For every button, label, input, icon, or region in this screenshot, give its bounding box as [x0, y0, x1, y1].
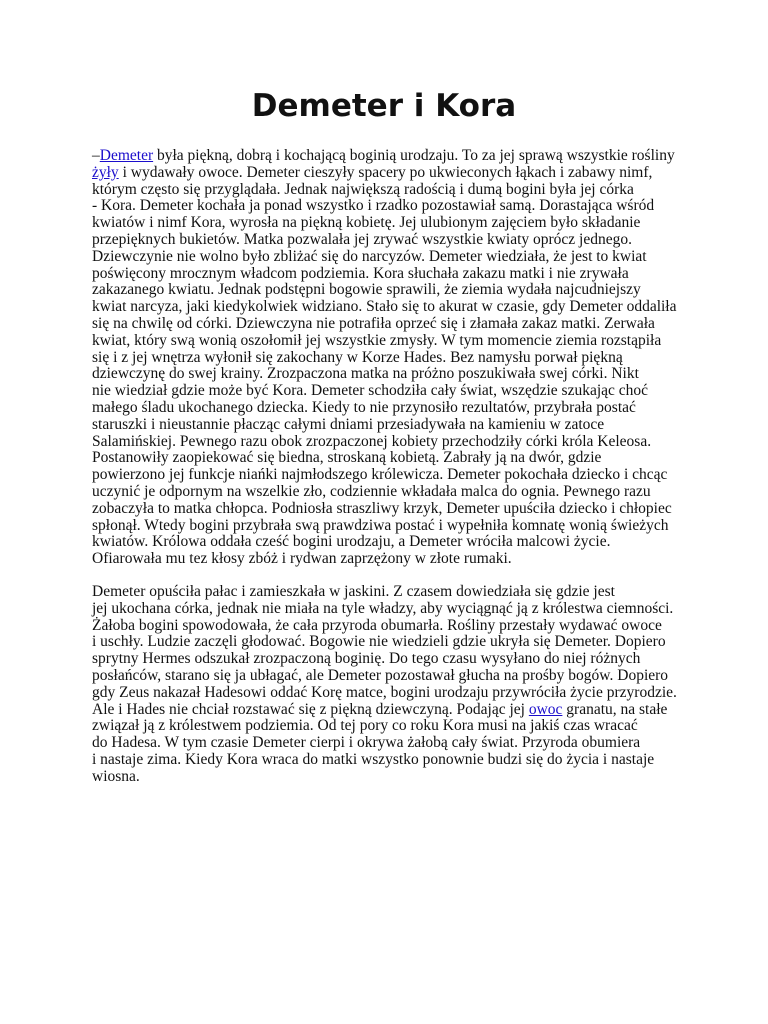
text-segment: jej ukochana córka, jednak nie miała na tyle władzy, aby wyciągnąć ją z królestwa ciemności.	[92, 599, 674, 617]
text-line	[92, 249, 692, 266]
text-line	[92, 651, 692, 668]
text-segment: przepięknych bukietów. Matka pozwalała jej zrywać wszystkie kwiaty oprócz jednego.	[92, 230, 633, 248]
text-line	[92, 434, 692, 451]
text-line	[92, 584, 692, 601]
text-segment: kwiat, który swą wonią oszołomił jej wszystkie zmysły. W tym momencie ziemia rozstąpiła	[92, 331, 662, 349]
text-line	[92, 601, 692, 618]
inline-link[interactable]: żyły	[92, 163, 119, 181]
text-line	[92, 668, 692, 685]
text-segment: –	[92, 147, 100, 164]
text-segment: wiosna.	[92, 767, 140, 785]
text-line	[92, 400, 692, 417]
text-line	[92, 501, 692, 518]
text-segment: zakazanego kwiatu. Jednak podstępni bogowie sprawili, że ziemia wydała najcudniejszy	[92, 281, 641, 299]
text-segment: gdy Zeus nakazał Hadesowi oddać Korę matce, bogini urodzaju przywróciła życie przyrodzie.	[92, 683, 677, 701]
text-line	[92, 383, 692, 400]
text-segment: nie wiedział gdzie może być Kora. Demeter schodziła cały świat, wszędzie szukając choć	[92, 382, 649, 400]
text-line	[92, 333, 692, 350]
text-line	[92, 718, 692, 735]
text-segment: Postanowiły zaopiekować się biedna, stroskaną kobietą. Zabrały ją na dwór, gdzie	[92, 449, 602, 467]
text-line	[92, 551, 692, 568]
text-line	[92, 685, 692, 702]
text-segment: Dziewczynie nie wolno było zbliżać się do narcyzów. Demeter wiedziała, że jest to kwiat	[92, 247, 647, 265]
text-line	[92, 467, 692, 484]
text-segment: kwiat narcyza, jaki kiedykolwiek widziano. Stało się to akurat w czasie, gdy Demeter oddaliła	[92, 298, 677, 316]
text-line	[92, 534, 692, 551]
text-line	[92, 215, 692, 232]
text-line	[92, 618, 692, 635]
text-segment: poświęcony mrocznym władcom podziemia. Kora słuchała zakazu matki i nie zrywała	[92, 264, 629, 282]
text-line	[92, 752, 692, 769]
text-line	[92, 299, 692, 316]
text-segment: małego śladu ukochanego dziecka. Kiedy to nie przynosiło rezultatów, przybrała postać	[92, 398, 636, 416]
text-segment: kwiatów. Królowa oddała cześć bogini urodzaju, a Demeter wróciła malcowi życie.	[92, 533, 611, 551]
text-line	[92, 282, 692, 299]
text-segment: kwiatów i nimf Kora, wyrosła na piękną kobietę. Jej ulubionym zajęciem było składanie	[92, 214, 641, 232]
text-segment: była piękną, dobrą i kochającą boginią urodzaju. To za jej sprawą wszystkie rośliny	[153, 147, 675, 164]
text-line	[92, 316, 692, 333]
text-line	[92, 198, 692, 215]
document-title: Demeter i Kora	[251, 88, 517, 124]
text-line	[92, 182, 692, 199]
text-line	[92, 702, 692, 719]
text-segment: uczynić je odpornym na wszelkie zło, codziennie wkładała malca do ognia. Pewnego razu	[92, 482, 651, 500]
text-line	[92, 518, 692, 535]
text-segment: Ale i Hades nie chciał rozstawać się z piękną dziewczyną. Podając jej	[92, 700, 529, 718]
text-segment: dziewczynę do swej krainy. Zrozpaczona matka na próżno poszukiwała swej córki. Nikt	[92, 365, 639, 383]
text-segment: i wydawały owoce. Demeter cieszyły spacery po ukwieconych łąkach i zabawy nimf,	[118, 163, 653, 181]
text-segment: Demeter opuściła pałac i zamieszkała w jaskini. Z czasem dowiedziała się gdzie jest	[92, 583, 615, 600]
text-segment: Ofiarowała mu tez kłosy zbóż i rydwan zaprzężony w złote rumaki.	[92, 550, 512, 568]
text-segment: granatu, na stałe	[562, 700, 668, 718]
inline-link[interactable]: Demeter	[99, 147, 154, 164]
text-line	[92, 165, 692, 182]
text-line	[92, 232, 692, 249]
text-line	[92, 366, 692, 383]
text-line	[92, 350, 692, 367]
text-segment: staruszki i nieustannie płacząc całymi dniami przesiadywała na kamieniu w zatoce	[92, 415, 605, 433]
text-segment: zobaczyła to matka chłopca. Podniosła straszliwy krzyk, Demeter upuściła dziecko i chłopiec	[92, 499, 672, 517]
text-segment: którym często się przyglądała. Jednak największą radością i dumą bogini była jej córka	[92, 180, 634, 198]
text-segment: się i z jej wnętrza wyłonił się zakochany w Korze Hades. Bez namysłu porwał piękną	[92, 348, 623, 366]
text-segment: spłonął. Wtedy bogini przybrała swą prawdziwa postać i wypełniła komnatę wonią świeżych	[92, 516, 669, 534]
text-segment: i nastaje zima. Kiedy Kora wraca do matki wszystko ponownie budzi się do życia i nastaje	[92, 750, 655, 768]
text-segment: do Hadesa. W tym czasie Demeter cierpi i okrywa żałobą cały świat. Przyroda obumiera	[92, 734, 641, 752]
text-line	[92, 735, 692, 752]
text-segment: - Kora. Demeter kochała ja ponad wszystko i rzadko pozostawiał samą. Dorastająca wśród	[92, 197, 655, 215]
inline-link[interactable]: owoc	[528, 700, 563, 718]
text-line	[92, 634, 692, 651]
text-segment: i uschły. Ludzie zaczęli głodować. Bogowie nie wiedzieli gdzie ukryła się Demeter. Dopiero	[92, 633, 666, 651]
text-segment: Salamińskiej. Pewnego razu obok zrozpaczonej kobiety przechodziły córki króla Keleosa.	[92, 432, 652, 450]
text-line	[92, 769, 692, 786]
paragraph-2	[92, 584, 692, 786]
text-line	[92, 148, 692, 165]
text-segment: związał ją z królestwem podziemia. Od tej pory co roku Kora musi na jakiś czas wracać	[92, 717, 638, 735]
text-line	[92, 417, 692, 434]
text-line	[92, 266, 692, 283]
text-segment: powierzono jej funkcje niańki najmłodszego królewicza. Demeter pokochała dziecko i chcąc	[92, 466, 668, 484]
text-segment: sprytny Hermes odszukał zrozpaczoną boginię. Do tego czasu wysyłano do niej różnych	[92, 650, 641, 668]
text-segment: się na chwilę od córki. Dziewczyna nie potrafiła oprzeć się i złamała zakaz matki. Zerwała	[92, 314, 655, 332]
text-segment: Żałoba bogini spowodowała, że cała przyroda obumarła. Rośliny przestały wydawać owoce	[92, 616, 662, 634]
text-segment: posłańców, starano się ja ubłagać, ale Demeter pozostawał głucha na prośby bogów. Dopiero	[92, 666, 669, 684]
paragraph-1	[92, 148, 692, 568]
text-line	[92, 484, 692, 501]
text-line	[92, 450, 692, 467]
